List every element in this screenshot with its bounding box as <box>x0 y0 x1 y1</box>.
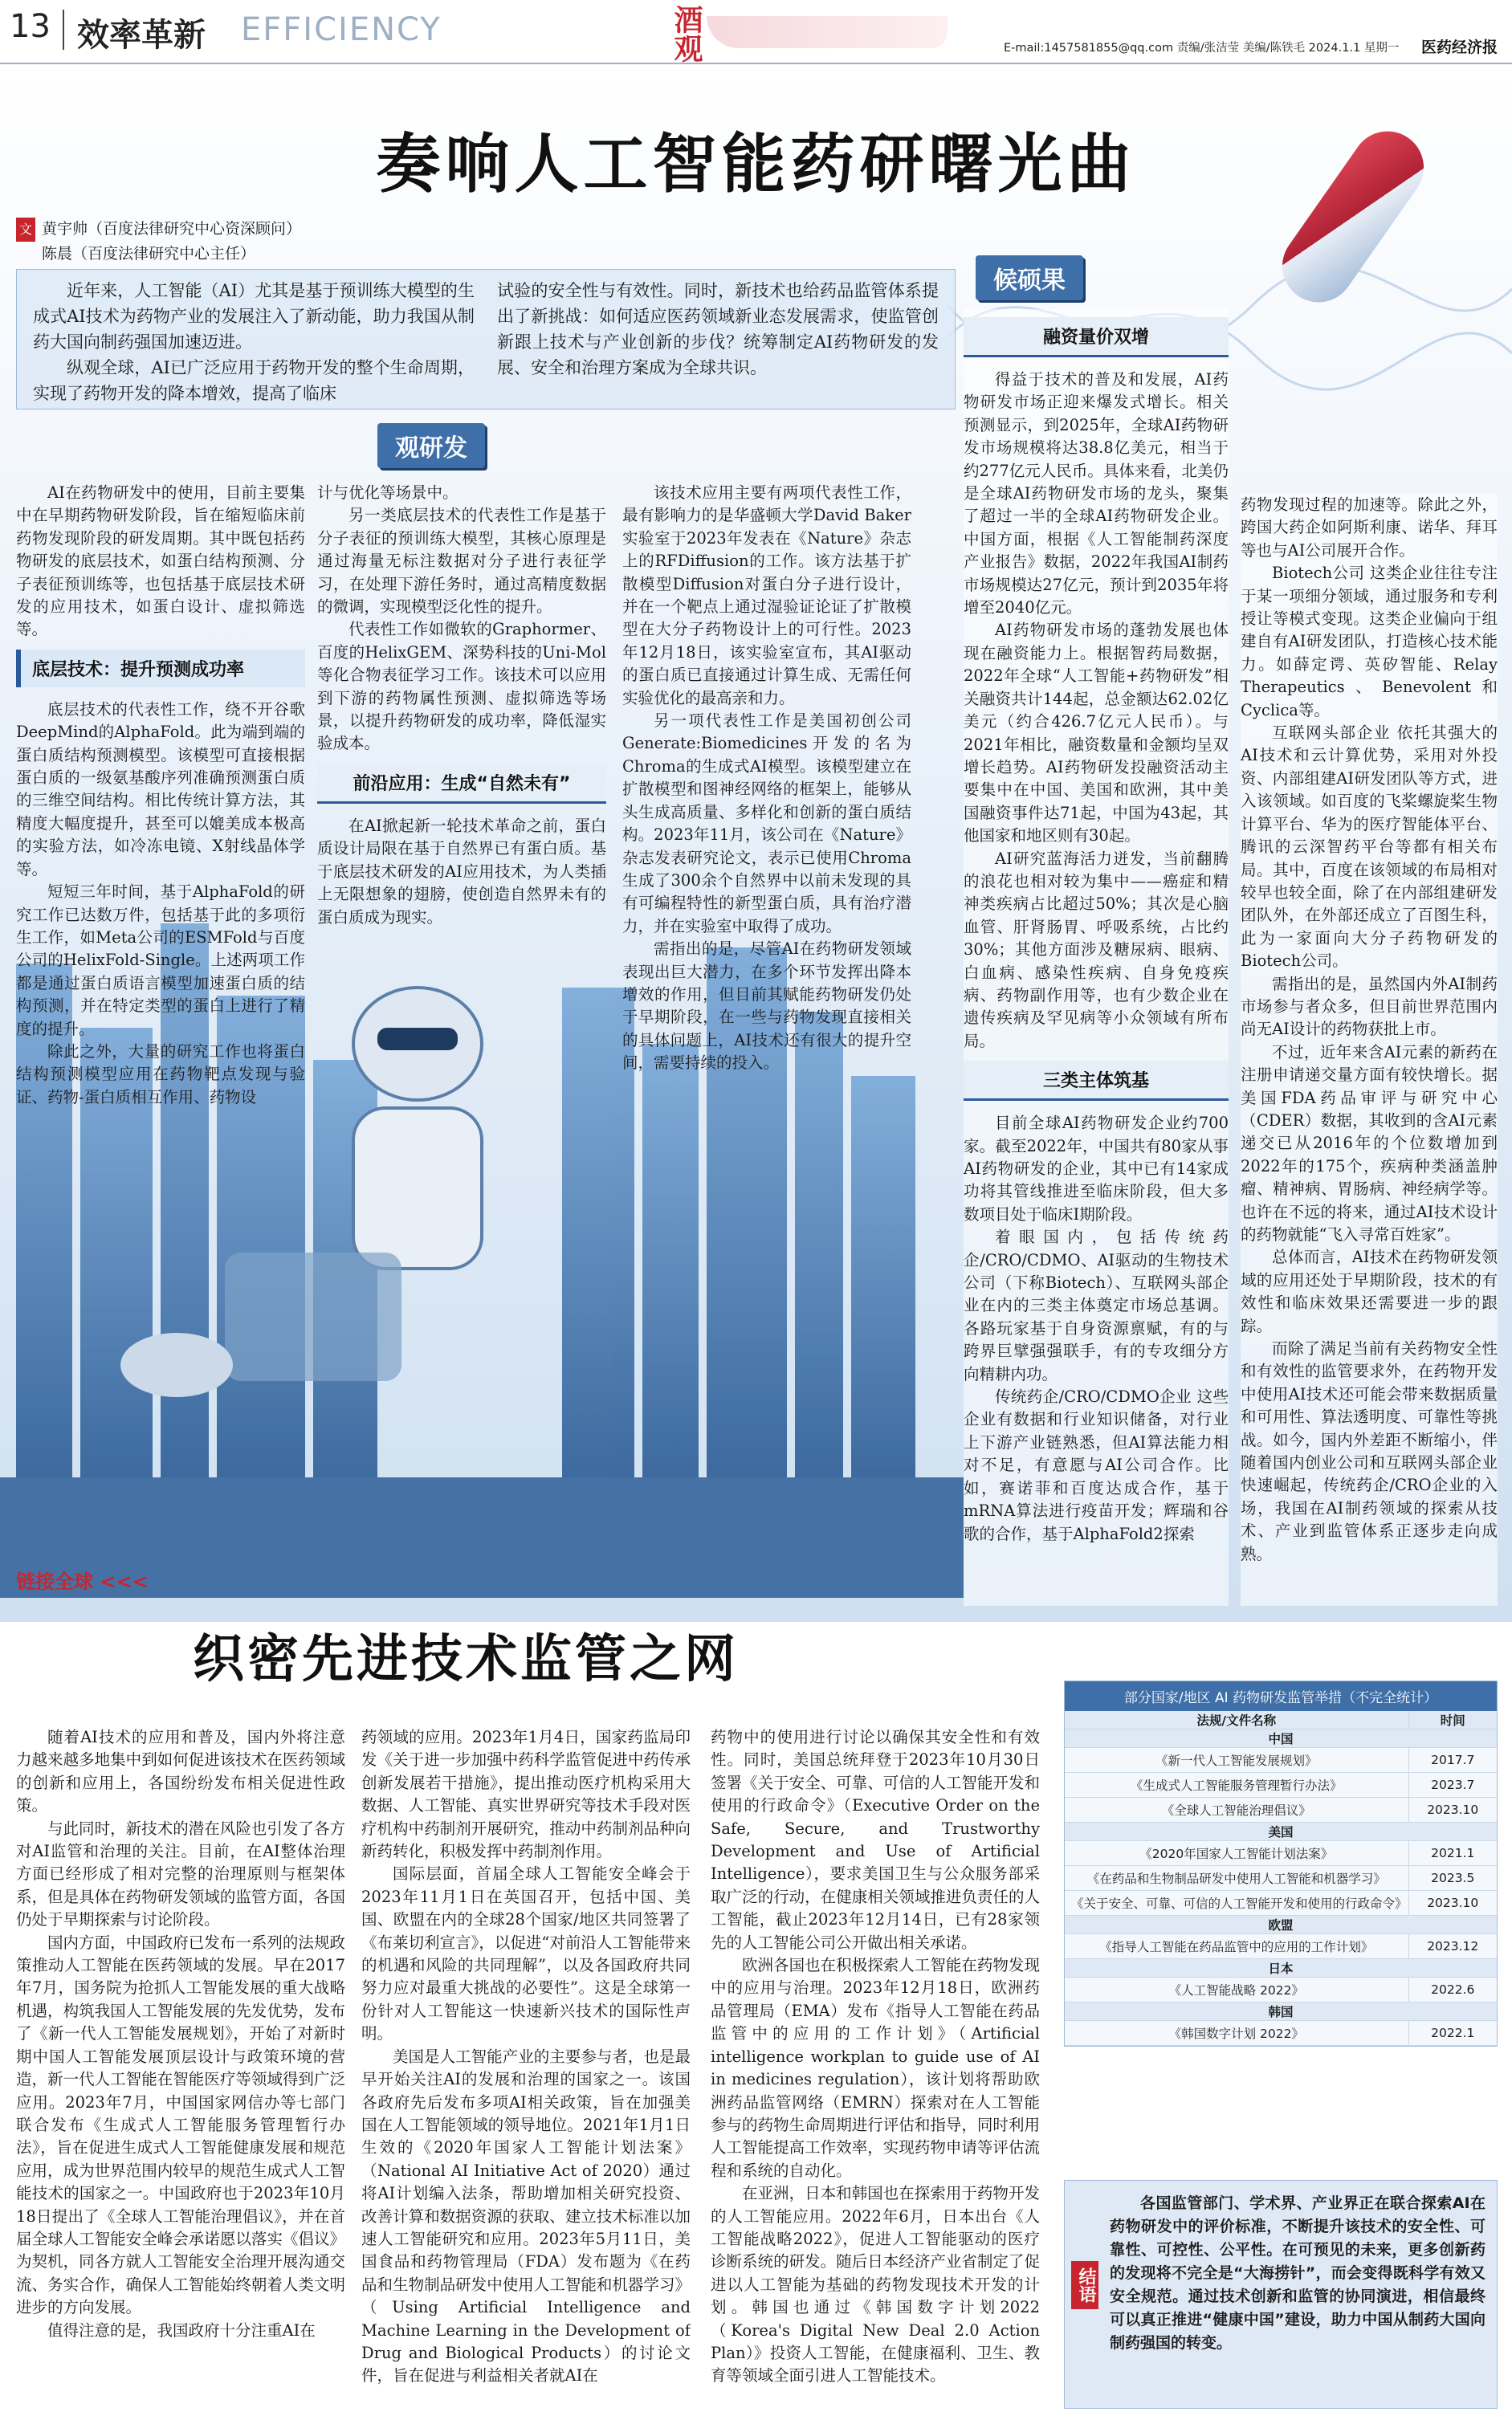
col3-paragraph-3: 需指出的是，尽管AI在药物研发领域表现出巨大潜力，在多个环节发挥出降本增效的作用，但目前其赋能药物研发仍处于早期阶段，在一些与药物发现直接相关的具体问题上，AI技术还有很大的提升空间，需要持续的投入。 <box>622 939 911 1073</box>
table-group-row <box>1065 1916 1497 1934</box>
conclusion-box <box>1064 2180 1498 2409</box>
col5-paragraph-2: Biotech公司 这类企业往往专注于某一项细分领域，通过服务和专利授让等模式变现。这类企业偏向于组建自有AI研发团队，打造核心技术能力。如薛定谔、英矽智能、Relay Therapeutics、Benevolent和Cyclica等。 <box>1241 564 1498 719</box>
lead-paragraph-3: 试验的安全性与有效性。同时，新技术也给药品监管体系提出了新挑战：如何适应医药领域新业态发展需求，使监管创新跟上技术与产业创新的步伐？统筹制定AI药物研发的发展、安全和治理方案成为全球共识。 <box>497 281 939 377</box>
col1-paragraph-3: 短短三年时间，基于AlphaFold的研究工作已达数万件，包括基于此的多项衍生工作，如Meta公司的ESMFold与百度公司的HelixFold-Single。上述两项工作都是通过蛋白质语言模型加速蛋白质的结构预测，并在特定类型的蛋白上进行了精度的提升。 <box>16 882 305 1038</box>
regulation-name: 《指导人工智能在药品监管中的应用的工作计划》 <box>1065 1934 1408 1959</box>
regulation-time: 2023.7 <box>1408 1773 1497 1798</box>
author-1: 黄宇帅（百度法律研究中心资深顾问） <box>42 220 302 238</box>
page-number: 13 <box>10 8 51 45</box>
regulation-name: 《2020年国家人工智能计划法案》 <box>1065 1841 1408 1866</box>
col5-paragraph-3: 互联网头部企业 依托其强大的AI技术和云计算优势，采用对外投资、内部组建AI研发团队等方式，进入该领域。如百度的飞桨螺旋桨生物计算平台、华为的医疗智能体平台、腾讯的云深智药平台等都有相关布局。其中，百度在该领域的布局相对较早也较全面，除了在内部组建研发团队外，在外部还成立了百图生科，此为一家面向大分子药物研发的Biotech公司。 <box>1241 723 1498 971</box>
link-global-label: 链接全球 <<< <box>16 1571 149 1593</box>
col5-paragraph-6: 总体而言，AI技术在药物研发领域的应用还处于早期阶段，技术的有效性和临床效果还需要进一步的跟踪。 <box>1241 1248 1498 1335</box>
b2-paragraph-2: 国际层面，首届全球人工智能安全峰会于2023年11月1日在英国召开，包括中国、美国、欧盟在内的全球28个国家/地区共同签署了《布莱切利宣言》，以促进“对前沿人工智能带来的机遇和风险的共同理解”，以及各国政府共同努力应对最重大挑战的必要性”。这是全球第一份针对人工智能这一快速新兴技术的国际性声明。 <box>361 1864 691 2043</box>
col4-paragraph-6: 传统药企/CRO/CDMO企业 这些企业有数据和行业知识储备，对行业上下游产业链熟悉，但AI算法能力相对不足，有意愿与AI公司合作。比如，赛诺菲和百度达成合作，基于mRNA算法进行疫苗开发；辉瑞和谷歌的合作，基于AlphaFold2探索 <box>964 1387 1229 1543</box>
regulation-time: 2023.12 <box>1408 1934 1497 1959</box>
regulation-table-title: 部分国家/地区 AI 药物研发监管举措（不完全统计） <box>1065 1681 1497 1711</box>
page-header <box>0 0 1512 64</box>
subheading-three-players: 三类主体筑基 <box>964 1061 1229 1101</box>
col5-paragraph-5: 不过，近年来含AI元素的新药在注册申请递交量方面有较快增长。据美国FDA药品审评与研究中心（CDER）数据，其收到的含AI元素递交已从2016年的个位数增加到2022年的175个，疾病种类涵盖肿瘤、精神病、胃肠病、神经病学等。也许在不远的将来，通过AI技术设计的药物就能“飞入寻常百姓家”。 <box>1241 1042 1498 1244</box>
ship-logo-icon <box>707 16 948 48</box>
subheading-foundation: 底层技术：提升预测成功率 <box>16 650 305 687</box>
col2-paragraph-2: 另一类底层技术的代表性工作是基于分子表征的预训练大模型，其核心原理是通过海量无标注数据对分子进行表征学习，在处理下游任务时，通过高精度数据的微调，实现模型泛化性的提升。 <box>317 506 606 617</box>
table-row <box>1065 1748 1497 1773</box>
col1-paragraph-1: AI在药物研发中的使用，目前主要集中在早期药物研发阶段，旨在缩短临床前药物发现阶段的研发周期。其中既包括药物研发的底层技术，如蛋白结构预测、分子表征预训练等，也包括基于底层技术研发的应用技术，如蛋白设计、虚拟筛选等。 <box>16 483 305 639</box>
table-row <box>1065 1866 1497 1891</box>
b1-paragraph-4: 值得注意的是，我国政府十分注重AI在 <box>47 2320 316 2340</box>
lead-paragraph-2: 纵观全球，AI已广泛应用于药物开发的整个生命周期，实现了药物开发的降本增效，提高了临床 <box>33 358 475 403</box>
column-logo: 酒观 <box>670 5 703 63</box>
bottom-column-3 <box>711 1726 1040 2409</box>
regulation-name: 《关于安全、可靠、可信的人工智能开发和使用的行政命令》 <box>1065 1891 1408 1916</box>
table-row <box>1065 1841 1497 1866</box>
b1-paragraph-1: 随着AI技术的应用和普及，国内外将注意力越来越多地集中到如何促进该技术在医药领域的创新和应用上，各国纷纷发布相关促进性政策。 <box>16 1728 345 1815</box>
bottom-column-1 <box>16 1726 345 2409</box>
header-meta: E-mail:1457581855@qq.com 责编/张洁莹 美编/陈铁毛 2024.1.1 星期一 <box>1004 42 1400 55</box>
byline-tag: 文 <box>16 218 35 242</box>
table-group-label: 中国 <box>1065 1729 1497 1748</box>
regulation-table-box <box>1064 1681 1498 2047</box>
table-group-label: 韩国 <box>1065 2002 1497 2021</box>
table-row <box>1065 1773 1497 1798</box>
col5-paragraph-1: 药物发现过程的加速等。除此之外，跨国大药企如阿斯利康、诺华、拜耳等也与AI公司展开合作。 <box>1241 495 1498 560</box>
col4-paragraph-4: 目前全球AI药物研发企业约700家。截至2022年，中国共有80家从事AI药物研发的企业，其中已有14家成功将其管线推进至临床阶段，但大多数项目处于临床Ⅰ期阶段。 <box>964 1114 1229 1224</box>
regulation-time: 2017.7 <box>1408 1748 1497 1773</box>
table-group-row <box>1065 2002 1497 2021</box>
lead-box <box>16 269 956 409</box>
column-1 <box>16 482 305 1108</box>
regulation-name: 《韩国数字计划 2022》 <box>1065 2021 1408 2046</box>
col2-paragraph-3: 代表性工作如微软的Graphormer、百度的HelixGEM、深势科技的Uni-Mol等化合物表征学习工作。该技术可以应用到下游的药物属性预测、虚拟筛选等场景，以提升药物研发的成功率，降低湿实验成本。 <box>317 620 606 753</box>
secondary-title: 织密先进技术监管之网 <box>193 1630 739 1689</box>
regulation-time: 2022.6 <box>1408 1978 1497 2002</box>
table-group-row <box>1065 1959 1497 1978</box>
table-row <box>1065 1934 1497 1959</box>
b3-paragraph-2: 欧洲各国也在积极探索人工智能在药物发现中的应用与治理。2023年12月18日，欧洲药品管理局（EMA）发布《指导人工智能在药品监管中的应用的工作计划》（Artificial intelligence workplan to guide use of AI in medicines regulation），该计划将帮助欧洲药品监管网络（EMRN）探索对在人工智能参与的药物生命周期进行评估和指导，同时利用人工智能提高工作效率，实现药物申请等评估流程和系统的自动化。 <box>711 1956 1040 2180</box>
col1-paragraph-2: 底层技术的代表性工作，绕不开谷歌DeepMind的AlphaFold。此为端到端的蛋白质结构预测模型。该模型可直接根据蛋白质的一级氨基酸序列准确预测蛋白质的三维空间结构。相比传统计算方法，其精度大幅度提升，甚至可以媲美成本极高的实验方法，如冷冻电镜、X射线晶体学等。 <box>16 699 305 878</box>
b1-paragraph-3: 国内方面，中国政府已发布一系列的法规政策推动人工智能在医药领域的发展。早在2017年7月，国务院为抢抓人工智能发展的重大战略机遇，构筑我国人工智能发展的先发优势，发布了《新一代人工智能发展规划》，开始了对新时期中国人工智能发展顶层设计与政策环境的营造，新一代人工智能在智能医疗等领域得到广泛应用。2023年7月，中国国家网信办等七部门联合发布《生成式人工智能服务管理暂行办法》，旨在促进生成式人工智能健康发展和规范应用，成为世界范围内较早的规范生成式人工智能技术的国家之一。中国政府也于2023年10月18日提出了《全球人工智能治理倡议》，并在首届全球人工智能安全峰会承诺愿以落实《倡议》为契机，同各方就人工智能安全治理开展沟通交流、务实合作，确保人工智能始终朝着人类文明进步的方向发展。 <box>16 1933 345 2317</box>
bottom-column-2 <box>361 1726 691 2409</box>
col5-paragraph-4: 需指出的是，虽然国内外AI制药市场参与者众多，但目前世界范围内尚无AI设计的药物获批上市。 <box>1241 974 1498 1039</box>
table-row <box>1065 1891 1497 1916</box>
table-group-label: 美国 <box>1065 1823 1497 1841</box>
col3-paragraph-2: 另一项代表性工作是美国初创公司Generate:Biomedicines开发的名为Chroma的生成式AI模型。该模型建立在扩散模型和图神经网络的框架上，能够从头生成高质量、多样化和创新的蛋白质结构。2023年11月，该公司在《Nature》杂志发表研究论文，表示已使用Chroma生成了300余个自然界中以前未发现的具有可编程特性的新型蛋白质，具有治疗潜力，并在实验室中取得了成功。 <box>622 711 911 935</box>
b3-paragraph-3: 在亚洲，日本和韩国也在探索用于药物开发的人工智能应用。2022年6月，日本出台《人工智能战略2022》，促进人工智能驱动的医疗诊断系统的研发。随后日本经济产业省制定了促进以人工智能为基础的药物发现技术开发的计划。韩国也通过《韩国数字计划2022（Korea's Digital New Deal 2.0 Action Plan）》投资人工智能，在健康福利、卫生、教育等领域全面引进人工智能技术。 <box>711 2184 1040 2385</box>
regulation-name: 《生成式人工智能服务管理暂行办法》 <box>1065 1773 1408 1798</box>
col2-paragraph-4: 在AI掀起新一轮技术革命之前，蛋白质设计局限在基于自然界已有蛋白质。基于底层技术研发的AI应用技术，为人类插上无限想象的翅膀，使创造自然界未有的蛋白质成为现实。 <box>317 816 606 927</box>
col4-paragraph-1: 得益于技术的普及和发展，AI药物研发市场正迎来爆发式增长。相关预测显示，到2025年，全球AI药物研发市场规模将达38.8亿美元，相当于约277亿元人民币。具体来看，北美仍是全球AI药物研发市场的龙头，聚集了超过一半的全球AI药物研发企业。中国方面，根据《人工智能制药深度产业报告》数据，2022年我国AI制药市场规模达27亿元，预计到2035年将增至2040亿元。 <box>964 370 1229 617</box>
conclusion-text: 各国监管部门、学术界、产业界正在联合探索AI在药物研发中的评价标准，不断提升该技术的安全性、可靠性、可控性、公平性。在可预见的未来，更多创新药的发现将不完全是“大海捞针”，而会变得既科学有效又安全规范。通过技术创新和监管的协同演进，相信最终可以真正推进“健康中国”建设，助力中国从制药大国向制药强国的转变。 <box>1110 2194 1486 2352</box>
regulation-name: 《人工智能战略 2022》 <box>1065 1978 1408 2002</box>
regulation-name: 《全球人工智能治理倡议》 <box>1065 1798 1408 1823</box>
regulation-time: 2023.10 <box>1408 1891 1497 1916</box>
b2-paragraph-3: 美国是人工智能产业的主要参与者，也是最早开始关注AI的发展和治理的国家之一。该国各政府先后发布多项AI相关政策，旨在加强美国在人工智能领域的领导地位。2021年1月1日生效的《2020年国家人工智能计划法案》（National AI Initiative Act of 2020）通过将AI计划编入法条，帮助增加相关研究投资、改善计算和数据资源的获取、建立技术标准以加速人工智能研究和应用。2023年5月11日，美国食品和药物管理局（FDA）发布题为《在药品和生物制品研发中使用人工智能和机器学习》（Using Artificial Intelligence and Machine Learning in the Development of Drug and Biological Products）的讨论文件，旨在促进与利益相关者就AI在 <box>361 2047 691 2385</box>
regulation-time: 2023.5 <box>1408 1866 1497 1891</box>
col4-paragraph-5: 着眼国内，包括传统药企/CRO/CDMO、AI驱动的生物技术公司（下称Biotech）、互联网头部企业在内的三类主体奠定市场总基调。各路玩家基于自身资源禀赋，有的与跨界巨擘强强联手，有的专攻细分方向精耕内功。 <box>964 1228 1229 1383</box>
main-title: 奏响人工智能药研曙光曲 <box>376 127 1136 202</box>
table-header-name: 法规/文件名称 <box>1065 1711 1408 1729</box>
col2-paragraph-1: 计与优化等场景中。 <box>317 483 458 502</box>
table-header-time: 时间 <box>1408 1711 1497 1729</box>
section-title-en: EFFICIENCY <box>241 11 442 48</box>
table-row <box>1065 2021 1497 2046</box>
lead-paragraph-1: 近年来，人工智能（AI）尤其是基于预训练大模型的生成式AI技术为药物产业的发展注入了新动能，助力我国从制药大国向制药强国加速迈进。 <box>33 281 475 352</box>
conclusion-label: 结语 <box>1071 2261 1098 2309</box>
section-banner-candidate: 候硕果 <box>976 255 1083 300</box>
column-4 <box>964 309 1229 1606</box>
paper-name: 医药经济报 <box>1421 39 1498 56</box>
header-divider <box>63 10 64 50</box>
table-group-row <box>1065 1823 1497 1841</box>
regulation-name: 《在药品和生物制品研发中使用人工智能和机器学习》 <box>1065 1866 1408 1891</box>
b1-paragraph-2: 与此同时，新技术的潜在风险也引发了各方对AI监管和治理的关注。目前，在AI整体治理方面已经形成了相对完整的治理原则与框架体系，但是具体在药物研发领域的监管方面，各国仍处于早期探索与讨论阶段。 <box>16 1819 345 1929</box>
section-title-cn: 效率革新 <box>77 17 206 54</box>
table-group-label: 日本 <box>1065 1959 1497 1978</box>
regulation-time: 2022.1 <box>1408 2021 1497 2046</box>
table-group-row <box>1065 1729 1497 1748</box>
b3-paragraph-1: 药物中的使用进行讨论以确保其安全性和有效性。同时，美国总统拜登于2023年10月30日签署《关于安全、可靠、可信的人工智能开发和使用的行政命令》（Executive Order on the Safe, Secure, and Trustworthy Development and Use of Artificial Intelligence），要求美国卫生与公众服务部采取广泛的行动，在健康相关领域推进负责任的人工智能，截止2023年12月14日，已有28家领先的人工智能公司公开做出相关承诺。 <box>711 1728 1040 1952</box>
section-banner-observe: 观研发 <box>377 423 485 468</box>
regulation-table <box>1065 1711 1497 2046</box>
column-2 <box>317 482 606 964</box>
regulation-name: 《新一代人工智能发展规划》 <box>1065 1748 1408 1773</box>
col3-paragraph-1: 该技术应用主要有两项代表性工作，最有影响力的是华盛顿大学David Baker实验室于2023年发表在《Nature》杂志上的RFDiffusion的工作。该方法基于扩散模型Diffusion对蛋白分子进行设计，并在一个靶点上通过湿验证论证了扩散模型在大分子药物设计上的可行性。2023年12月18日，该实验室宣布，其AI驱动的蛋白质已直接通过计算生成、无需任何实验优化的最高亲和力。 <box>622 483 911 707</box>
regulation-time: 2021.1 <box>1408 1841 1497 1866</box>
column-3 <box>622 482 911 1116</box>
byline <box>16 217 301 266</box>
table-row <box>1065 1978 1497 2002</box>
col1-paragraph-4: 除此之外，大量的研究工作也将蛋白结构预测模型应用在药物靶点发现与验证、药物-蛋白质相互作用、药物设 <box>16 1041 305 1106</box>
author-2: 陈晨（百度法律研究中心主任） <box>42 245 256 263</box>
regulation-time: 2023.10 <box>1408 1798 1497 1823</box>
table-row <box>1065 1798 1497 1823</box>
subheading-financing: 融资量价双增 <box>964 317 1229 357</box>
col4-paragraph-3: AI研究蓝海活力迸发，当前翻腾的浪花也相对较为集中——癌症和精神类疾病占比超过50%；其次是心脑血管、肝肾肠胃、呼吸系统，占比约30%；其他方面涉及糖尿病、眼病、白血病、感染性疾病、自身免疫疾病、药物副作用等，也有少数企业在遗传疾病及罕见病等小众领域有所布局。 <box>964 849 1229 1050</box>
b2-paragraph-1: 药领域的应用。2023年1月4日，国家药监局印发《关于进一步加强中药科学监管促进中药传承创新发展若干措施》，提出推动医疗机构采用大数据、人工智能、真实世界研究等技术手段对医疗机构中药制剂开展研究，推动中药制剂品种向新药转化，积极发挥中药制剂作用。 <box>361 1728 691 1861</box>
col4-paragraph-2: AI药物研发市场的蓬勃发展也体现在融资能力上。根据智药局数据，2022年全球“人工智能+药物研发”相关融资共计144起，总金额达62.02亿美元（约合426.7亿元人民币）。与2021年相比，融资数量和金额均呈双增长趋势。AI药物研发投融资活动主要集中在中国、美国和欧洲，其中美国融资事件达71起，中国为43起，其他国家和地区则有30起。 <box>964 621 1229 845</box>
table-group-label: 欧盟 <box>1065 1916 1497 1934</box>
subheading-frontier: 前沿应用：生成“自然未有” <box>317 764 606 804</box>
col5-paragraph-7: 而除了满足当前有关药物安全性和有效性的监管要求外，在药物开发中使用AI技术还可能会带来数据质量和可用性、算法透明度、可靠性等挑战。如今，国内外差距不断缩小，伴随着国内创业公司和互联网头部企业快速崛起，传统药企/CRO企业的入场，我国在AI制药领域的探索从技术、产业到监管体系正逐步走向成熟。 <box>1241 1339 1498 1563</box>
column-5 <box>1241 494 1498 1606</box>
